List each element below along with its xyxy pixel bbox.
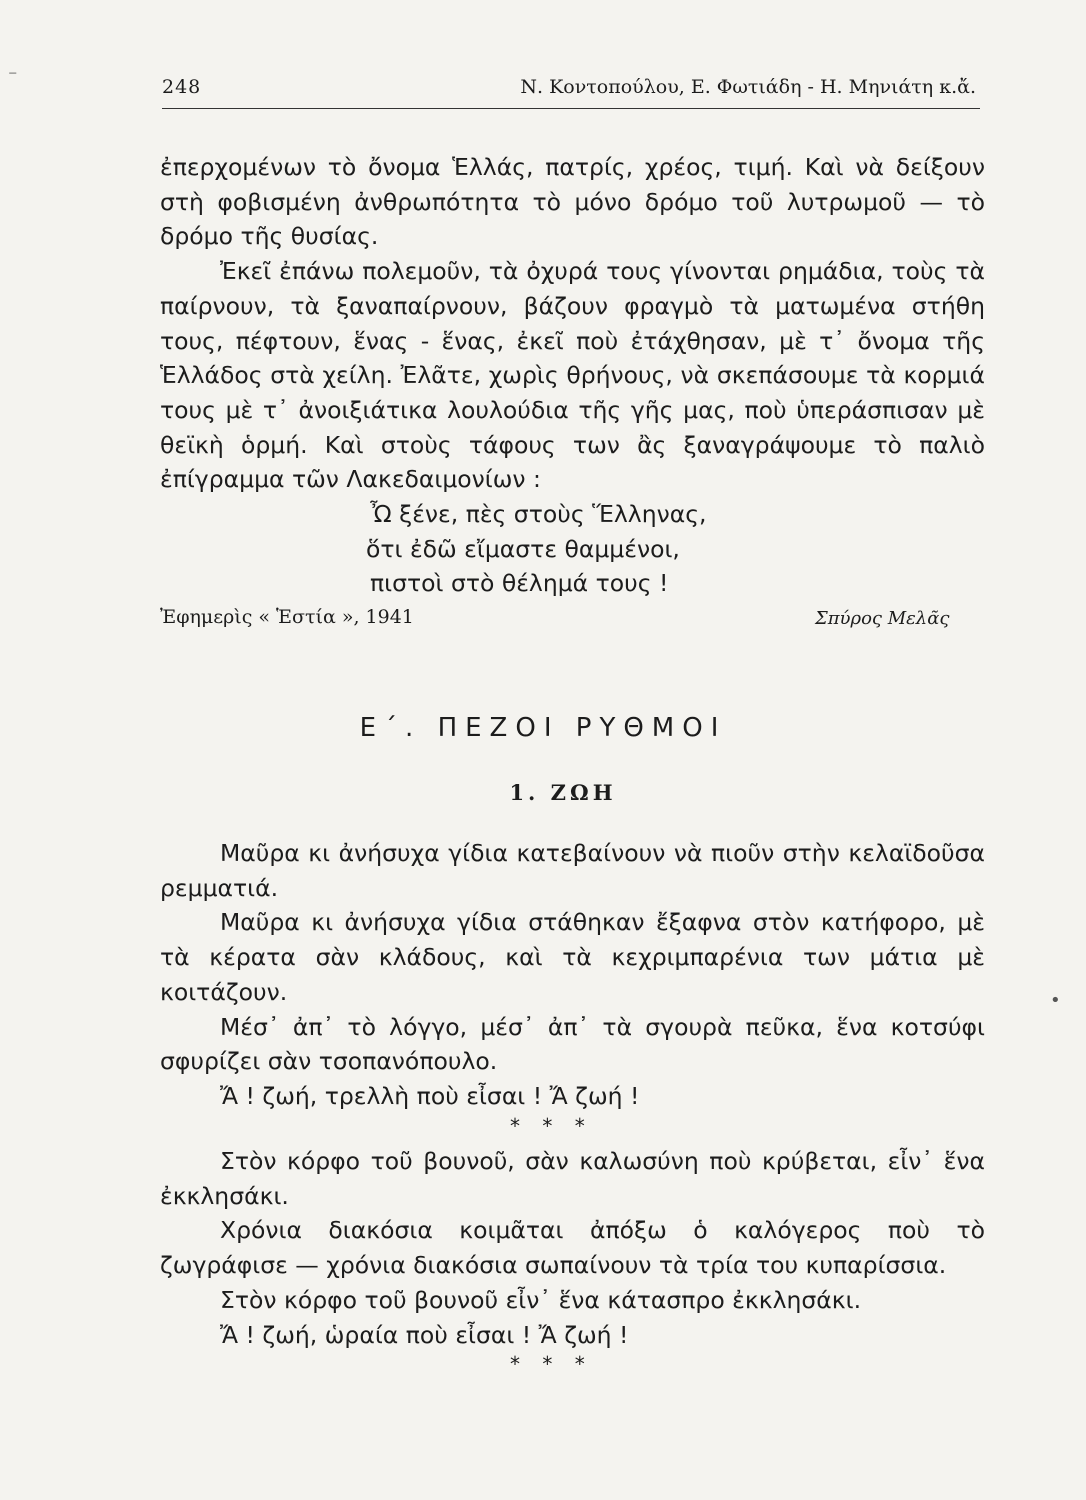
epigram-line: ὅτι ἐδῶ εἴμαστε θαμμένοι, — [366, 534, 680, 563]
poem-paragraph: Χρόνια διακόσια κοιμᾶται ἀπόξω ὁ καλόγερος ποὺ τὸ ζωγράφισε — χρόνια διακόσια σωπαίνουν τὰ τρία του κυπαρίσσια. — [160, 1216, 985, 1280]
running-header — [162, 72, 980, 109]
epigram-line: πιστοὶ στὸ θέλημά τους ! — [370, 569, 669, 598]
epigram — [366, 497, 707, 601]
section-divider: * * * — [510, 1352, 593, 1376]
poem-paragraph: Μέσ᾽ ἀπ᾽ τὸ λόγγο, μέσ᾽ ἀπ᾽ τὰ σγουρὰ πεῦκα, ἕνα κοτσύφι σφυρίζει σὰν τσοπανόπουλο. — [160, 1012, 985, 1076]
poem-refrain: Ἄ ! ζωή, τρελλὴ ποὺ εἶσαι ! Ἄ ζωή ! — [220, 1081, 640, 1110]
epigram-line: Ὦ ξένε, πὲς στοὺς Ἕλληνας, — [370, 500, 707, 528]
source-citation — [160, 606, 960, 636]
poem-paragraph: Μαῦρα κι ἀνήσυχα γίδια κατεβαίνουν νὰ πιοῦν στὴν κελαϊδοῦσα ρεμματιά. — [160, 839, 985, 902]
prose-poem — [160, 836, 985, 1114]
page-number: 248 — [162, 76, 202, 98]
poem-title: 1. ΖΩΗ — [509, 780, 617, 805]
prose-paragraph: ἐπερχομένων τὸ ὄνομα Ἑλλάς, πατρίς, χρέος, τιμή. Καὶ νὰ δείξουν στὴ φοβισμένη ἀνθρωπότητα τὸ μόνο δρόμο τοῦ λυτρωμοῦ — τὸ δρόμο τῆς θυσίας. — [160, 153, 985, 251]
section-divider: * * * — [510, 1114, 593, 1138]
poem-refrain: Ἄ ! ζωή, ὡραία ποὺ εἶσαι ! Ἄ ζωή ! — [220, 1320, 629, 1349]
prose-passage — [160, 150, 985, 497]
poem-paragraph: Στὸν κόρφο τοῦ βουνοῦ εἶν᾽ ἕνα κάτασπρο ἐκκλησάκι. — [220, 1285, 862, 1314]
poem-paragraph: Μαῦρα κι ἀνήσυχα γίδια στάθηκαν ἔξαφνα στὸν κατήφορο, μὲ τὰ κέρατα σὰν κλάδους, καὶ τὰ κεχριμπαρένια των μάτια μὲ κοιτάζουν. — [160, 908, 985, 1006]
newspaper-source: Ἐφημερὶς « Ἑστία », 1941 — [160, 606, 414, 628]
poem-paragraph: Στὸν κόρφο τοῦ βουνοῦ, σὰν καλωσύνη ποὺ κρύβεται, εἶν᾽ ἕνα ἐκκλησάκι. — [160, 1147, 985, 1210]
poet-signature: Σπύρος Μελᾶς — [815, 608, 950, 629]
margin-dot: • — [1050, 990, 1061, 1011]
header-authors: Ν. Κοντοπούλου, Ε. Φωτιάδη - Η. Μηνιάτη κ.ἄ. — [520, 76, 976, 98]
margin-mark: ⁻ — [8, 66, 18, 87]
prose-poem-continued — [160, 1144, 985, 1352]
section-title: Ε΄. ΠΕΖΟΙ ΡΥΘΜΟΙ — [359, 713, 727, 743]
prose-paragraph: Ἐκεῖ ἐπάνω πολεμοῦν, τὰ ὀχυρά τους γίνονται ρημάδια, τοὺς τὰ παίρνουν, τὰ ξαναπαίρνουν, βάζουν φραγμὸ τὰ ματωμένα στήθη τους, πέφτουν, ἕνας - ἕνας, ἐκεῖ ποὺ ἐτάχθησαν, μὲ τ᾽ ὄνομα τῆς Ἑλλάδος στὰ χείλη. Ἐλᾶτε, χωρὶς θρήνους, νὰ σκεπάσουμε τὰ κορμιά τους μὲ τ᾽ ἀνοιξιάτικα λουλούδια τῆς γῆς μας, ποὺ ὑπεράσπισαν μὲ θεϊκὴ ὁρμή. Καὶ στοὺς τάφους των ἂς ξαναγράψουμε τὸ παλιὸ ἐπίγραμμα τῶν Λακεδαιμονίων : — [160, 257, 985, 494]
